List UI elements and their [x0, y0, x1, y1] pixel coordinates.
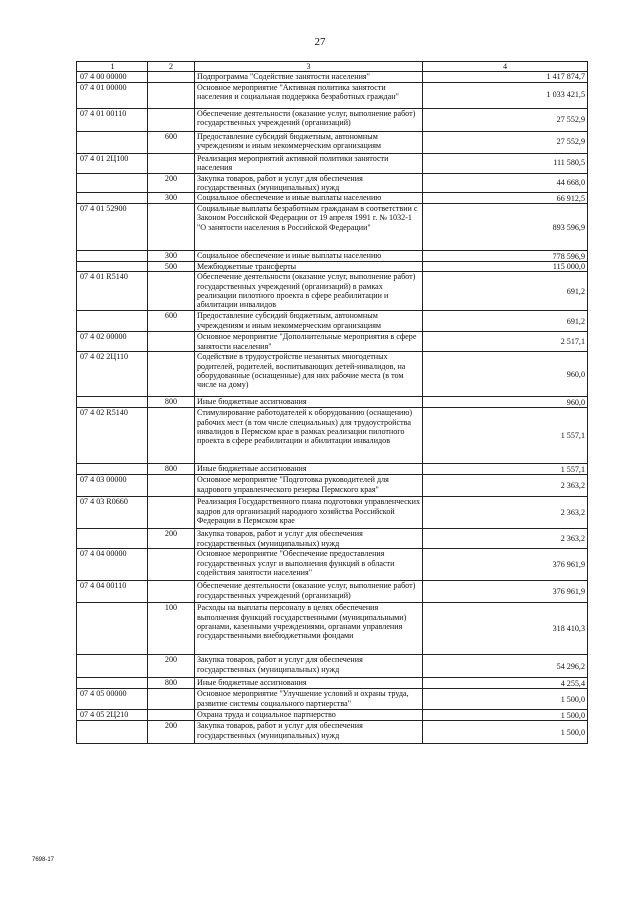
table-row — [77, 464, 588, 475]
row-name: Обеспечение деятельности (оказание услуг, выполнение работ) государственных учреждений (организаций) в рамках реализации пилотного проекта в сфере реабилитации и абилитации инвалидов — [195, 272, 423, 311]
table-row — [77, 710, 588, 721]
row-expense-type: 800 — [148, 397, 195, 408]
row-code — [77, 678, 148, 689]
row-code: 07 4 05 2Ц210 — [77, 710, 148, 721]
row-expense-type — [148, 272, 195, 311]
row-amount: 2 517,1 — [423, 332, 588, 352]
row-name: Закупка товаров, работ и услуг для обеспечения государственных (муниципальных) нужд — [195, 529, 423, 549]
row-expense-type: 200 — [148, 529, 195, 549]
row-code: 07 4 04 00000 — [77, 549, 148, 581]
row-code — [77, 721, 148, 744]
table-row — [77, 721, 588, 744]
row-name: Межбюджетные трансферты — [195, 262, 423, 272]
row-expense-type — [148, 497, 195, 529]
table-row — [77, 72, 588, 82]
table-row — [77, 272, 588, 311]
table-row — [77, 204, 588, 251]
row-name: Социальное обеспечение и иные выплаты населению — [195, 251, 423, 262]
row-expense-type — [148, 475, 195, 497]
row-name: Обеспечение деятельности (оказание услуг, выполнение работ) государственных учреждений (организаций) — [195, 581, 423, 603]
table-row — [77, 153, 588, 173]
table-row — [77, 581, 588, 603]
row-amount: 691,2 — [423, 272, 588, 311]
row-code — [77, 173, 148, 193]
row-code: 07 4 01 00000 — [77, 82, 148, 108]
row-expense-type — [148, 710, 195, 721]
row-expense-type: 800 — [148, 678, 195, 689]
row-name: Охрана труда и социальное партнерство — [195, 710, 423, 721]
column-header: 4 — [423, 62, 588, 72]
row-amount: 1 033 421,5 — [423, 82, 588, 108]
row-code: 07 4 01 00110 — [77, 108, 148, 131]
row-name: Основное мероприятие "Дополнительные мероприятия в сфере занятости населения" — [195, 332, 423, 352]
row-amount: 1 557,1 — [423, 464, 588, 475]
table-row — [77, 262, 588, 272]
row-code: 07 4 04 00110 — [77, 581, 148, 603]
table-row — [77, 408, 588, 464]
row-code — [77, 262, 148, 272]
row-expense-type — [148, 408, 195, 464]
row-expense-type — [148, 153, 195, 173]
table-row — [77, 131, 588, 153]
row-amount: 2 363,2 — [423, 529, 588, 549]
table-row — [77, 311, 588, 332]
row-expense-type — [148, 332, 195, 352]
row-expense-type: 100 — [148, 603, 195, 655]
table-row — [77, 655, 588, 678]
row-expense-type: 200 — [148, 173, 195, 193]
row-code: 07 4 03 R0660 — [77, 497, 148, 529]
row-code: 07 4 02 2Ц110 — [77, 352, 148, 397]
row-code — [77, 397, 148, 408]
column-header: 3 — [195, 62, 423, 72]
table-row — [77, 251, 588, 262]
table-row — [77, 689, 588, 710]
table-row — [77, 332, 588, 352]
table-header-row — [77, 62, 588, 72]
row-name: Расходы на выплаты персоналу в целях обеспечения выполнения функций государственными (муниципальными) органами, казенными учреждениями, органами управления государственными внебюджетными фондами — [195, 603, 423, 655]
row-amount: 44 668,0 — [423, 173, 588, 193]
row-amount: 2 363,2 — [423, 475, 588, 497]
row-code: 07 4 03 00000 — [77, 475, 148, 497]
row-name: Реализация мероприятий активной политики занятости населения — [195, 153, 423, 173]
row-amount: 27 552,9 — [423, 131, 588, 153]
row-code: 07 4 01 R5140 — [77, 272, 148, 311]
row-code: 07 4 02 00000 — [77, 332, 148, 352]
row-amount: 778 596,9 — [423, 251, 588, 262]
table-row — [77, 549, 588, 581]
row-code — [77, 603, 148, 655]
row-name: Предоставление субсидий бюджетным, автономным учреждениям и иным некоммерческим организациям — [195, 311, 423, 332]
row-expense-type: 800 — [148, 464, 195, 475]
row-code — [77, 529, 148, 549]
table-row — [77, 497, 588, 529]
row-amount: 1 500,0 — [423, 721, 588, 744]
row-code: 07 4 05 00000 — [77, 689, 148, 710]
row-expense-type — [148, 82, 195, 108]
row-amount: 27 552,9 — [423, 108, 588, 131]
table-row — [77, 82, 588, 108]
row-name: Закупка товаров, работ и услуг для обеспечения государственных (муниципальных) нужд — [195, 173, 423, 193]
row-expense-type — [148, 581, 195, 603]
table-row — [77, 529, 588, 549]
row-amount: 960,0 — [423, 397, 588, 408]
row-name: Закупка товаров, работ и услуг для обеспечения государственных (муниципальных) нужд — [195, 721, 423, 744]
row-amount: 115 000,0 — [423, 262, 588, 272]
row-expense-type — [148, 352, 195, 397]
row-name: Иные бюджетные ассигнования — [195, 464, 423, 475]
row-name: Основное мероприятие "Подготовка руководителей для кадрового управленческого резерва Пермского края" — [195, 475, 423, 497]
table-row — [77, 173, 588, 193]
row-amount: 893 596,9 — [423, 204, 588, 251]
row-name: Иные бюджетные ассигнования — [195, 397, 423, 408]
row-code — [77, 251, 148, 262]
row-expense-type: 300 — [148, 251, 195, 262]
row-code — [77, 655, 148, 678]
row-name: Основное мероприятие "Обеспечение предоставления государственных услуг и выполнения функций в области содействия занятости населения" — [195, 549, 423, 581]
row-amount: 691,2 — [423, 311, 588, 332]
row-name: Подпрограмма "Содействие занятости населения" — [195, 72, 423, 82]
table-row — [77, 475, 588, 497]
row-name: Стимулирование работодателей к оборудованию (оснащению) рабочих мест (в том числе специальных) для трудоустройства инвалидов в Пермском крае в рамках реализации пилотного проекта в сфере реабилитации и абилитации инвалидов — [195, 408, 423, 464]
row-amount: 54 296,2 — [423, 655, 588, 678]
row-expense-type — [148, 549, 195, 581]
row-name: Иные бюджетные ассигнования — [195, 678, 423, 689]
row-amount: 111 580,5 — [423, 153, 588, 173]
row-expense-type — [148, 204, 195, 251]
row-amount: 318 410,3 — [423, 603, 588, 655]
table-row — [77, 193, 588, 204]
row-expense-type — [148, 108, 195, 131]
row-name: Основное мероприятие "Улучшение условий и охраны труда, развитие системы социального партнерства" — [195, 689, 423, 710]
row-name: Обеспечение деятельности (оказание услуг, выполнение работ) государственных учреждений (организаций) — [195, 108, 423, 131]
row-code: 07 4 01 2Ц100 — [77, 153, 148, 173]
document-code: 7698-17 — [32, 857, 55, 863]
row-amount: 2 363,2 — [423, 497, 588, 529]
row-amount: 376 961,9 — [423, 549, 588, 581]
table-row — [77, 603, 588, 655]
row-name: Предоставление субсидий бюджетным, автономным учреждениям и иным некоммерческим организациям — [195, 131, 423, 153]
row-expense-type — [148, 689, 195, 710]
row-expense-type: 600 — [148, 131, 195, 153]
row-amount: 4 255,4 — [423, 678, 588, 689]
row-code — [77, 464, 148, 475]
row-expense-type — [148, 72, 195, 82]
row-code: 07 4 01 52900 — [77, 204, 148, 251]
row-amount: 1 557,1 — [423, 408, 588, 464]
row-expense-type: 200 — [148, 655, 195, 678]
row-name: Реализация Государственного плана подготовки управленческих кадров для организаций народного хозяйства Российской Федерации в Пермском крае — [195, 497, 423, 529]
row-code — [77, 193, 148, 204]
row-code: 07 4 02 R5140 — [77, 408, 148, 464]
table-row — [77, 678, 588, 689]
table-row — [77, 108, 588, 131]
row-expense-type: 600 — [148, 311, 195, 332]
row-amount: 66 912,5 — [423, 193, 588, 204]
row-expense-type: 200 — [148, 721, 195, 744]
row-name: Содействие в трудоустройстве незанятых многодетных родителей, родителей, воспитывающих детей-инвалидов, на оборудованные (оснащенные) для них рабочие места (в том числе на дому) — [195, 352, 423, 397]
row-code: 07 4 00 00000 — [77, 72, 148, 82]
row-amount: 376 961,9 — [423, 581, 588, 603]
table-row — [77, 352, 588, 397]
row-amount: 1 500,0 — [423, 710, 588, 721]
row-amount: 1 417 874,7 — [423, 72, 588, 82]
row-code — [77, 131, 148, 153]
column-header: 2 — [148, 62, 195, 72]
column-header: 1 — [77, 62, 148, 72]
row-name: Закупка товаров, работ и услуг для обеспечения государственных (муниципальных) нужд — [195, 655, 423, 678]
budget-table — [76, 61, 588, 744]
row-name: Социальное обеспечение и иные выплаты населению — [195, 193, 423, 204]
row-amount: 1 500,0 — [423, 689, 588, 710]
table-row — [77, 397, 588, 408]
page-number: 27 — [314, 36, 326, 48]
row-expense-type: 500 — [148, 262, 195, 272]
row-name: Социальные выплаты безработным гражданам в соответствии с Законом Российской Федерации от 19 апреля 1991 г. № 1032-1 "О занятости населения в Российской Федерации" — [195, 204, 423, 251]
row-amount: 960,0 — [423, 352, 588, 397]
row-name: Основное мероприятие "Активная политика занятости населения и социальная поддержка безработных граждан" — [195, 82, 423, 108]
row-code — [77, 311, 148, 332]
row-expense-type: 300 — [148, 193, 195, 204]
